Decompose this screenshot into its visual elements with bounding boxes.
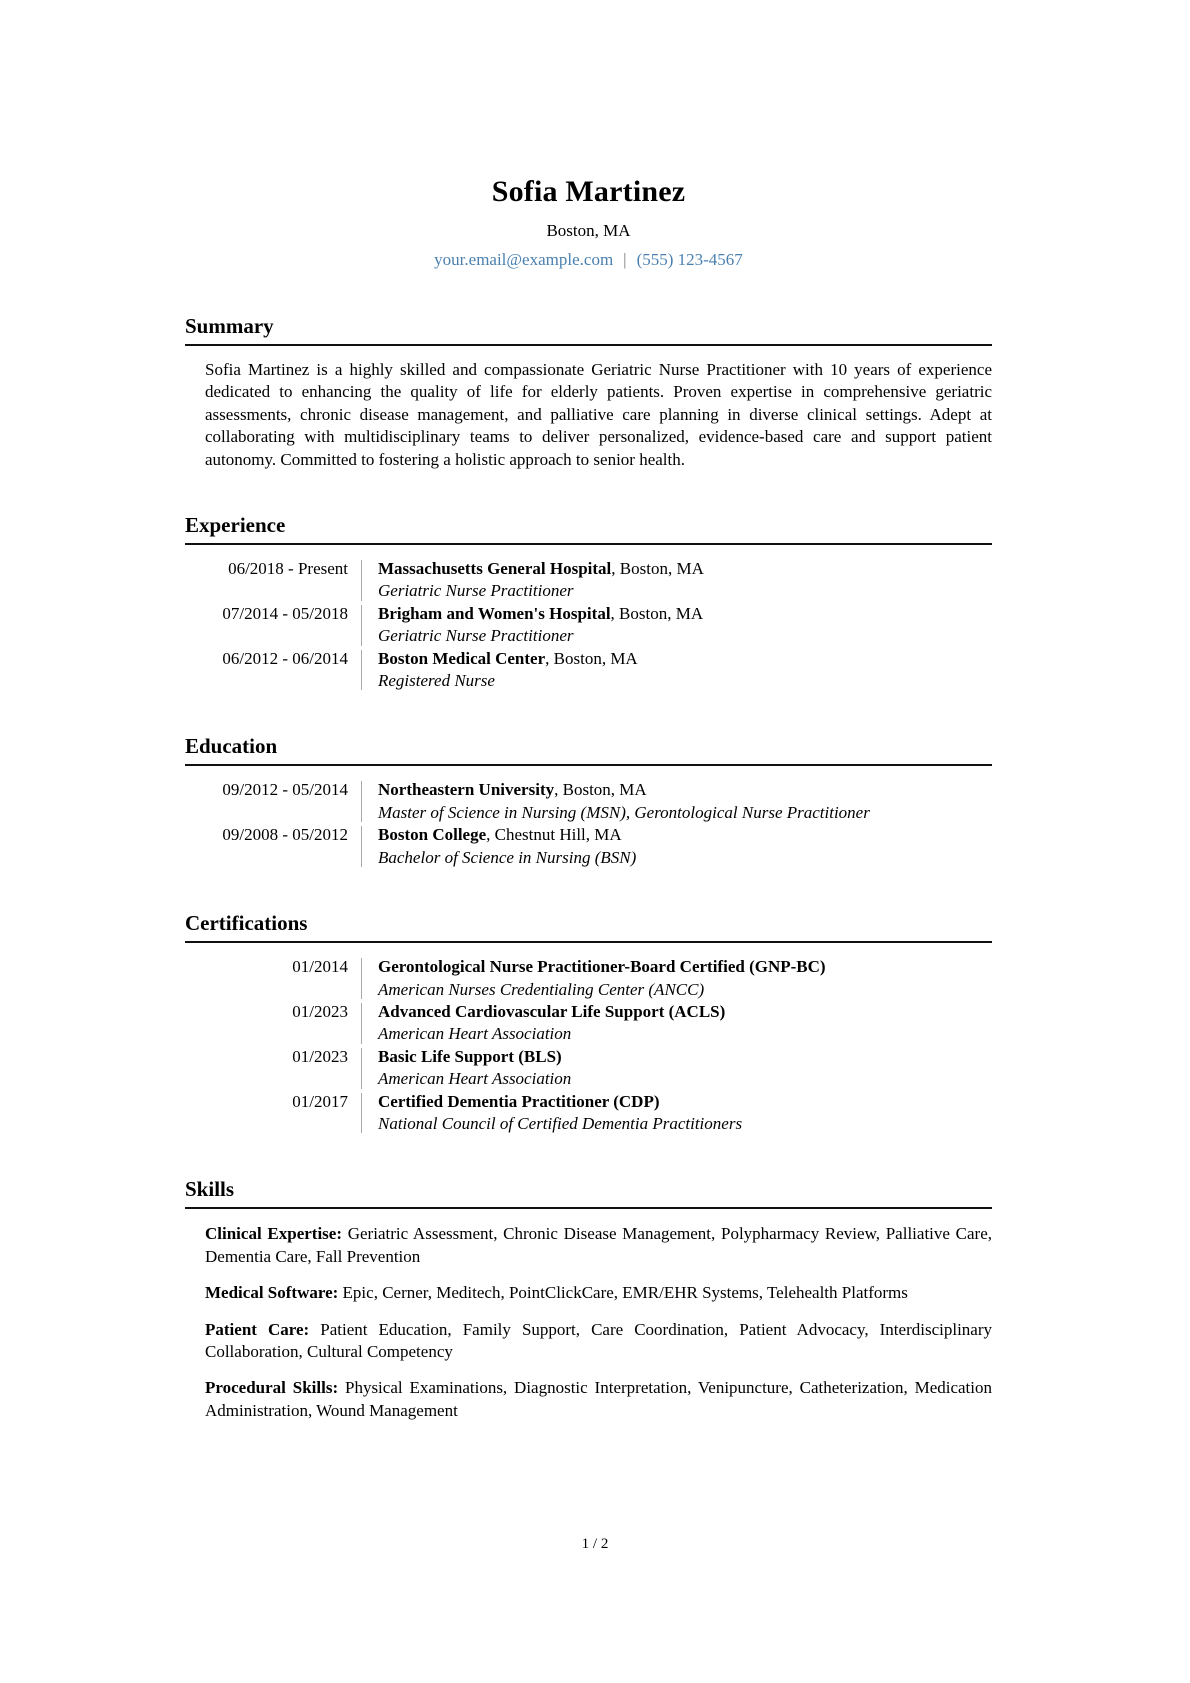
entry-body (378, 824, 992, 869)
skills-heading: Skills (185, 1177, 235, 1202)
certifying-body: American Heart Association (378, 1024, 572, 1044)
skill-category-values: Geriatric Assessment, Chronic Disease Management, Polypharmacy Review, Palliative Care, Dementia Care, Fall Prevention (205, 1224, 993, 1266)
resume-header (185, 174, 992, 272)
email-link[interactable]: your.email@example.com (434, 250, 614, 269)
institution-location: , Chestnut Hill, MA (486, 825, 622, 845)
entry-body (378, 1091, 992, 1136)
skill-item (185, 1282, 992, 1304)
certifying-body: American Nurses Credentialing Center (ANCC) (378, 979, 705, 999)
entry-title-line (378, 1091, 992, 1113)
skill-item (185, 1223, 992, 1268)
entry-body (378, 1046, 992, 1091)
entry-date-divider (361, 1048, 362, 1089)
skill-category-label: Patient Care: (205, 1319, 310, 1339)
skill-category-values: Patient Education, Family Support, Care Coordination, Patient Advocacy, Interdisciplinary Collaboration, Cultural Competency (205, 1319, 992, 1361)
experience-entry (185, 603, 992, 648)
education-entry (185, 824, 992, 869)
institution-name: Northeastern University (378, 780, 555, 800)
summary-paragraph: Sofia Martinez is a highly skilled and compassionate Geriatric Nurse Practitioner with 10 years of experience dedicated to enhancing the quality of life for elderly patients. Proven expertise in comprehensive geriatric assessments, chronic disease management, and palliative care planning in diverse clinical settings. Adept at collaborating with multidisciplinary teams to deliver personalized, evidence-based care and support patient autonomy. Committed to fostering a holistic approach to senior health. (205, 360, 992, 469)
entry-title-line (378, 603, 992, 625)
section-education (185, 733, 992, 869)
entry-date-divider (361, 650, 362, 691)
contact-separator: | (623, 250, 627, 269)
skill-category-label: Medical Software: (205, 1283, 339, 1303)
entry-dates: 01/2023 (292, 1001, 348, 1021)
section-rule (185, 1207, 992, 1209)
education-heading: Education (185, 734, 278, 759)
section-summary (185, 313, 992, 471)
section-rule (185, 941, 992, 943)
section-skills (185, 1176, 992, 1422)
entry-date-divider (361, 826, 362, 867)
skill-category-values: Epic, Cerner, Meditech, PointClickCare, EMR/EHR Systems, Telehealth Platforms (342, 1283, 908, 1303)
certification-entries (185, 956, 992, 1135)
experience-entry (185, 558, 992, 603)
entry-body (378, 779, 992, 824)
skill-category-label: Clinical Expertise: (205, 1224, 342, 1244)
entry-date-divider (361, 958, 362, 999)
degree-name: Master of Science in Nursing (MSN), Gerontological Nurse Practitioner (378, 802, 870, 822)
organization-name: Brigham and Women's Hospital (378, 603, 611, 623)
entry-title-line (378, 1001, 992, 1023)
certification-name: Basic Life Support (BLS) (378, 1046, 562, 1066)
job-title: Geriatric Nurse Practitioner (378, 581, 574, 601)
skills-list (185, 1223, 992, 1422)
organization-name: Massachusetts General Hospital (378, 559, 612, 579)
degree-name: Bachelor of Science in Nursing (BSN) (378, 847, 637, 867)
skill-item (185, 1319, 992, 1364)
entry-dates: 09/2012 - 05/2014 (222, 780, 348, 800)
entry-dates: 01/2023 (292, 1046, 348, 1066)
person-name: Sofia Martinez (491, 175, 686, 208)
phone-link[interactable]: (555) 123-4567 (636, 250, 743, 269)
certification-entry (185, 956, 992, 1001)
entry-date-divider (361, 781, 362, 822)
skill-category-values: Physical Examinations, Diagnostic Interpretation, Venipuncture, Catheterization, Medication Administration, Wound Management (205, 1378, 993, 1420)
certifying-body: American Heart Association (378, 1069, 572, 1089)
experience-heading: Experience (185, 513, 286, 538)
job-title: Registered Nurse (378, 671, 495, 691)
contact-line (185, 248, 992, 272)
summary-heading: Summary (185, 314, 274, 338)
entry-dates: 07/2014 - 05/2018 (222, 603, 348, 623)
experience-entries (185, 558, 992, 692)
section-rule (185, 344, 992, 346)
entry-title-line (378, 558, 992, 580)
section-rule (185, 764, 992, 766)
page-number: 1 / 2 (581, 1536, 609, 1552)
entry-dates: 06/2012 - 06/2014 (222, 648, 348, 668)
entry-body (378, 603, 992, 648)
skill-category-label: Procedural Skills: (205, 1378, 339, 1398)
entry-date-divider (361, 1003, 362, 1044)
entry-title-line (378, 1046, 992, 1068)
education-entry (185, 779, 992, 824)
organization-location: , Boston, MA (610, 603, 704, 623)
institution-name: Boston College (378, 825, 487, 845)
entry-date-divider (361, 605, 362, 646)
entry-title-line (378, 779, 992, 801)
entry-dates: 06/2018 - Present (228, 559, 348, 579)
certifying-body: National Council of Certified Dementia Practitioners (378, 1113, 743, 1133)
experience-entry (185, 648, 992, 693)
person-location: Boston, MA (546, 221, 631, 240)
job-title: Geriatric Nurse Practitioner (378, 626, 574, 646)
institution-location: , Boston, MA (554, 780, 647, 800)
entry-dates: 01/2017 (292, 1091, 348, 1111)
entry-body (378, 558, 992, 603)
certification-name: Advanced Cardiovascular Life Support (ACLS) (378, 1001, 726, 1021)
certification-entry (185, 1001, 992, 1046)
skill-item (185, 1377, 992, 1422)
organization-location: , Boston, MA (611, 559, 704, 579)
section-certifications (185, 910, 992, 1135)
entry-title-line (378, 648, 992, 670)
certification-entry (185, 1046, 992, 1091)
entry-body (378, 648, 992, 693)
section-experience (185, 512, 992, 692)
certification-name: Gerontological Nurse Practitioner-Board Certified (GNP-BC) (378, 957, 826, 977)
entry-date-divider (361, 560, 362, 601)
certification-entry (185, 1091, 992, 1136)
organization-name: Boston Medical Center (378, 648, 546, 668)
entry-title-line (378, 956, 992, 978)
certifications-heading: Certifications (185, 911, 308, 936)
education-entries (185, 779, 992, 869)
entry-date-divider (361, 1093, 362, 1134)
entry-title-line (378, 824, 992, 846)
entry-dates: 09/2008 - 05/2012 (222, 825, 348, 845)
entry-body (378, 1001, 992, 1046)
section-rule (185, 543, 992, 545)
certification-name: Certified Dementia Practitioner (CDP) (378, 1091, 660, 1111)
organization-location: , Boston, MA (545, 648, 638, 668)
entry-dates: 01/2014 (292, 957, 348, 977)
entry-body (378, 956, 992, 1001)
